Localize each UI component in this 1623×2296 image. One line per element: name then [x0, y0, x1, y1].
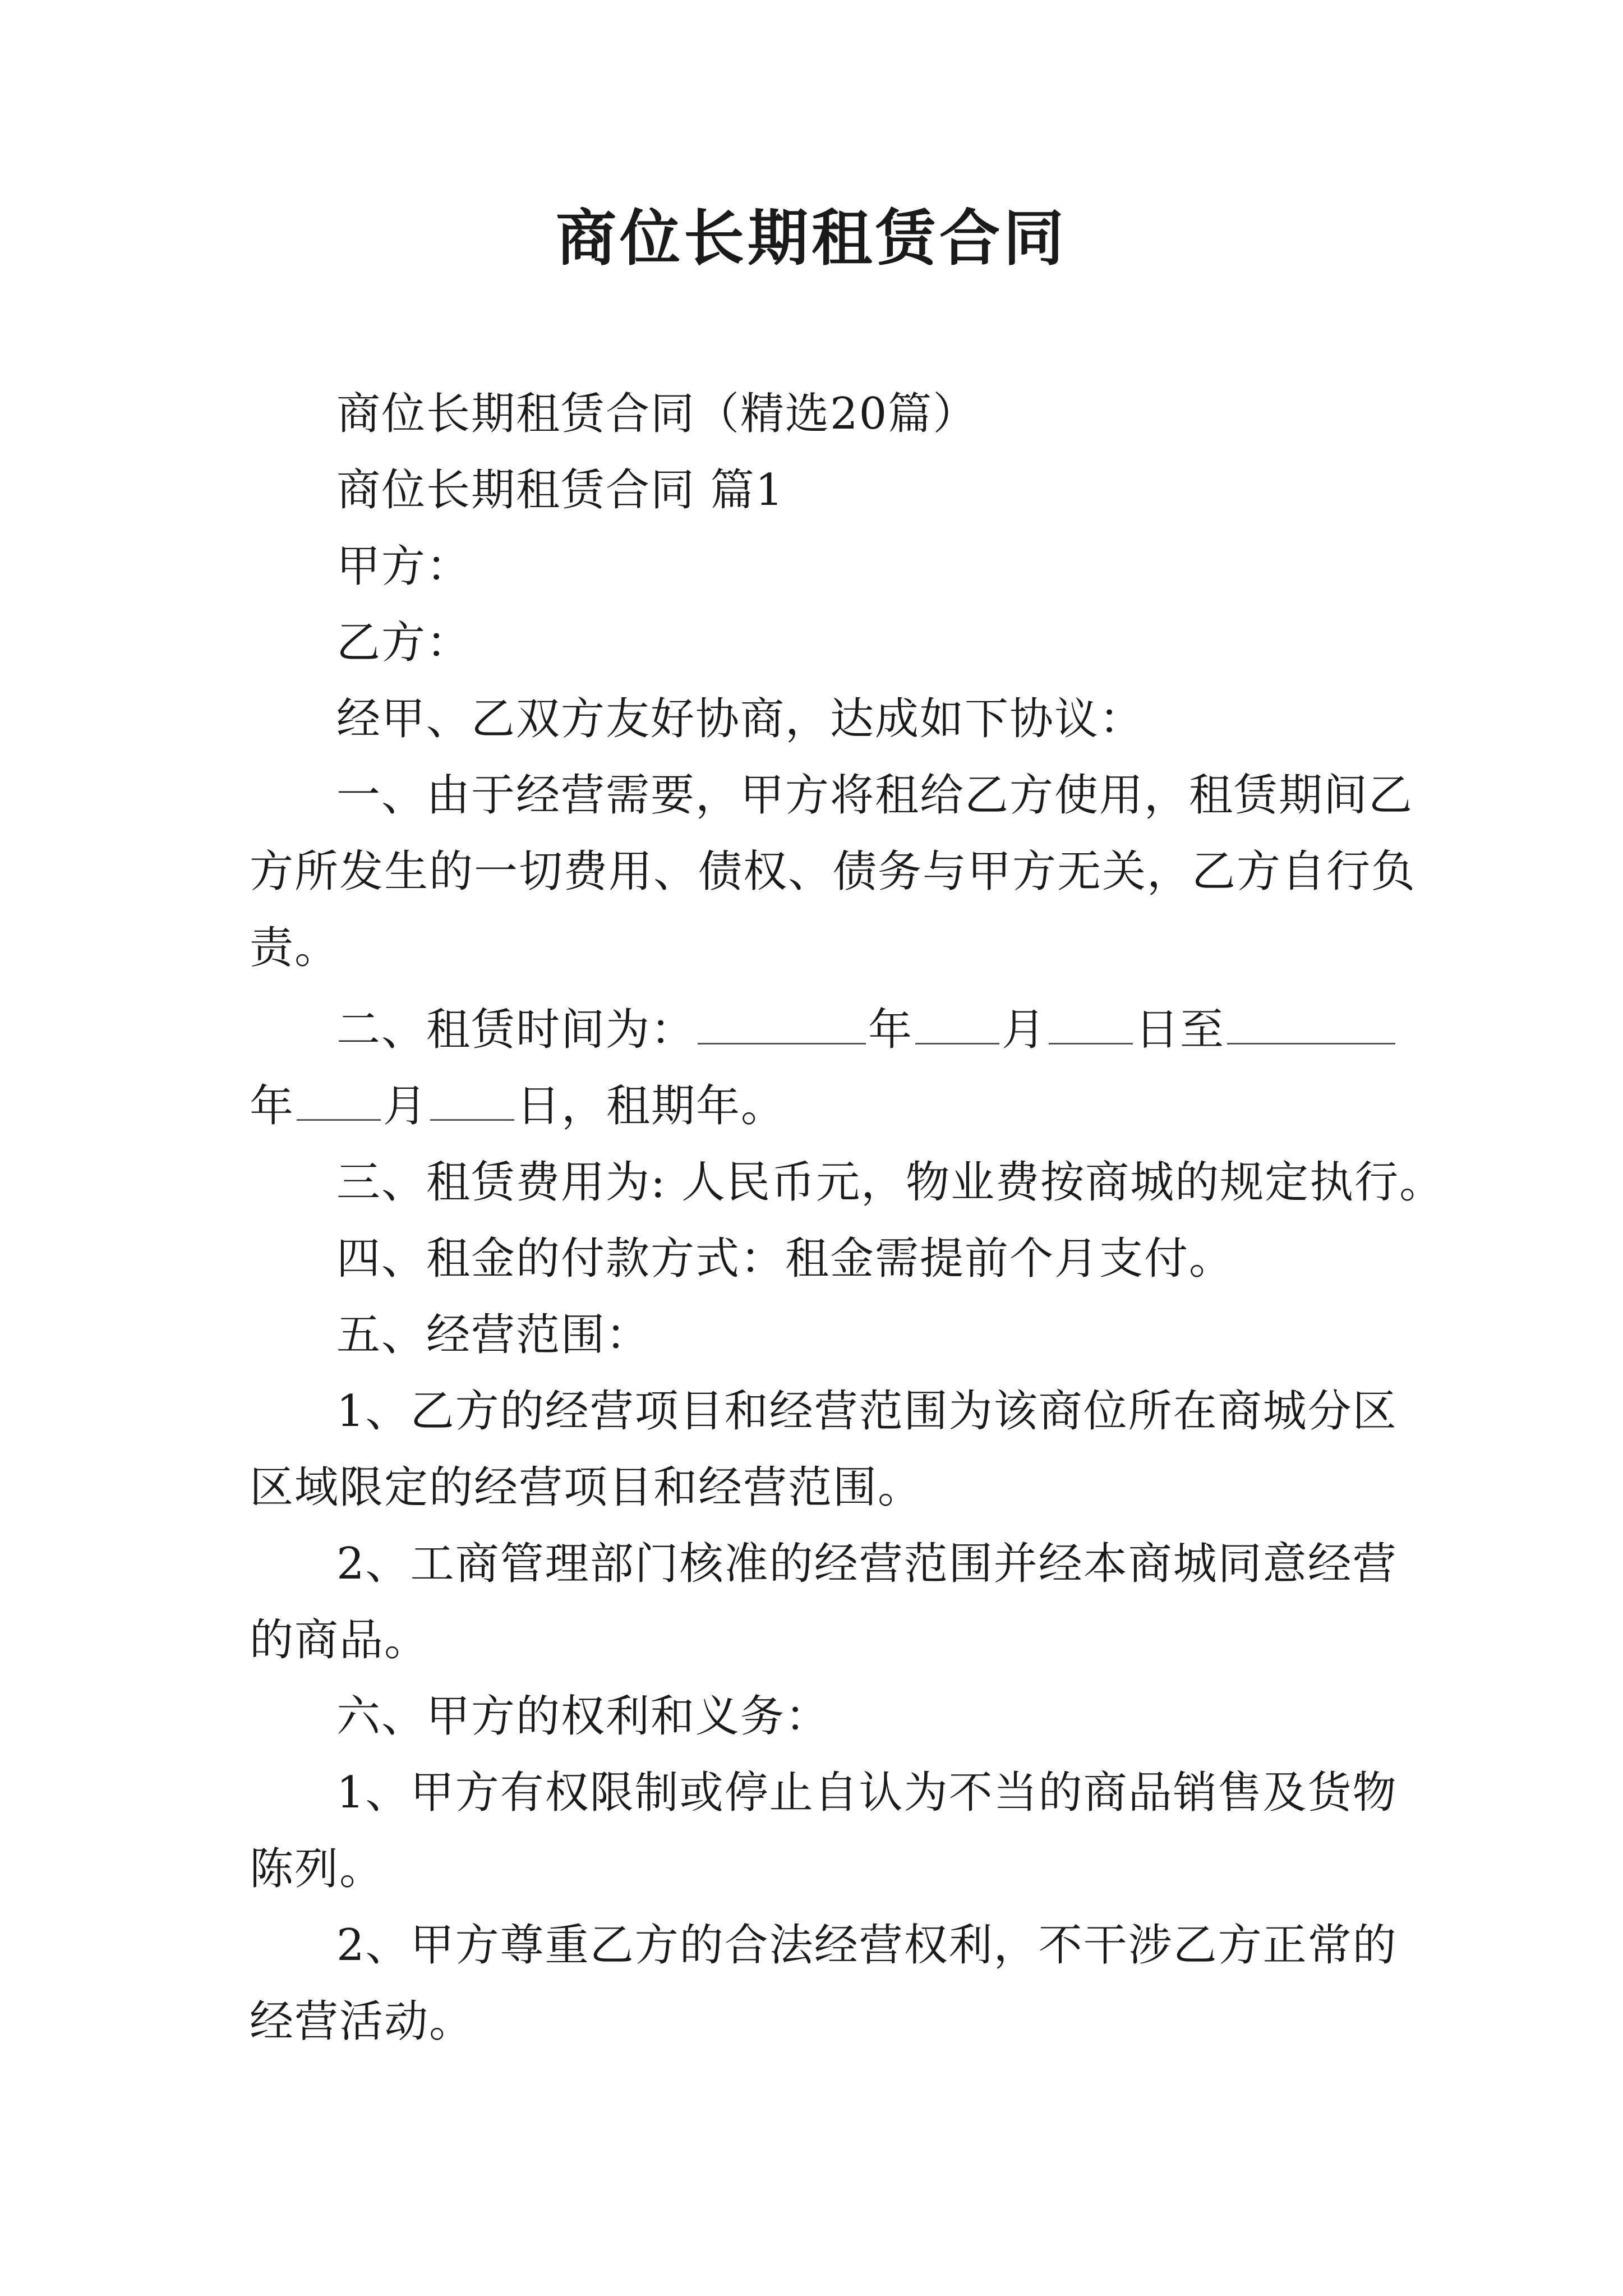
- clause-5-2-line-2: 的商品。: [250, 1615, 430, 1665]
- clause-5-2-line-1: 2、工商管理部门核准的经营范围并经本商城同意经营: [336, 1539, 1398, 1589]
- clause-2-year: 年: [868, 1005, 914, 1055]
- clause-5-heading: 五、经营范围：: [336, 1310, 651, 1360]
- clause-2-end-month: 月: [383, 1081, 428, 1131]
- clause-2-end: 日，租期年。: [517, 1081, 786, 1131]
- party-b-label: 乙方：: [336, 618, 472, 668]
- clause-6-heading: 六、甲方的权利和义务：: [336, 1691, 831, 1742]
- clause-2-prefix: 二、租赁时间为：: [336, 1005, 696, 1055]
- clause-2-day-to: 日至: [1135, 1005, 1225, 1055]
- clause-2-end-year: 年: [250, 1081, 295, 1131]
- clause-6-2-line-2: 经营活动。: [250, 1996, 474, 2047]
- clause-2-line-2: [250, 1068, 1388, 1144]
- clause-1-line-3: 责。: [250, 923, 340, 973]
- clause-1-line-1: 一、由于经营需要，甲方将租给乙方使用，租赁期间乙: [336, 770, 1414, 821]
- document-subtitle: 商位长期租赁合同（精选20篇）: [336, 389, 978, 439]
- blank-start-year: [698, 1004, 866, 1045]
- clause-6-2-line-1: 2、甲方尊重乙方的合法经营权利，不干涉乙方正常的: [336, 1920, 1398, 1971]
- blank-start-month: [915, 1004, 999, 1045]
- document-title: 商位长期租赁合同: [555, 203, 1067, 274]
- clause-3: 三、租赁费用为: 人民币元，物业费按商城的规定执行。: [336, 1157, 1445, 1208]
- clause-4: 四、租金的付款方式：租金需提前个月支付。: [336, 1234, 1234, 1284]
- intro-paragraph: 经甲、乙双方友好协商，达成如下协议：: [336, 694, 1145, 744]
- blank-end-year: [1227, 1004, 1395, 1045]
- blank-end-month: [297, 1080, 381, 1121]
- clause-1-line-2: 方所发生的一切费用、债权、债务与甲方无关，乙方自行负: [250, 846, 1417, 897]
- blank-end-day: [430, 1080, 514, 1121]
- clause-6-1-line-1: 1、甲方有权限制或停止自认为不当的商品销售及货物: [336, 1768, 1398, 1818]
- blank-start-day: [1049, 1004, 1133, 1045]
- clause-2-month: 月: [1002, 1005, 1047, 1055]
- party-a-label: 甲方：: [336, 541, 472, 592]
- clause-2-line-1: [336, 992, 1388, 1068]
- clause-5-1-line-2: 区域限定的经营项目和经营范围。: [250, 1462, 923, 1513]
- clause-6-1-line-2: 陈列。: [250, 1844, 385, 1894]
- clause-5-1-line-1: 1、乙方的经营项目和经营范围为该商位所在商城分区: [336, 1386, 1398, 1437]
- section-heading: 商位长期租赁合同 篇1: [336, 465, 785, 516]
